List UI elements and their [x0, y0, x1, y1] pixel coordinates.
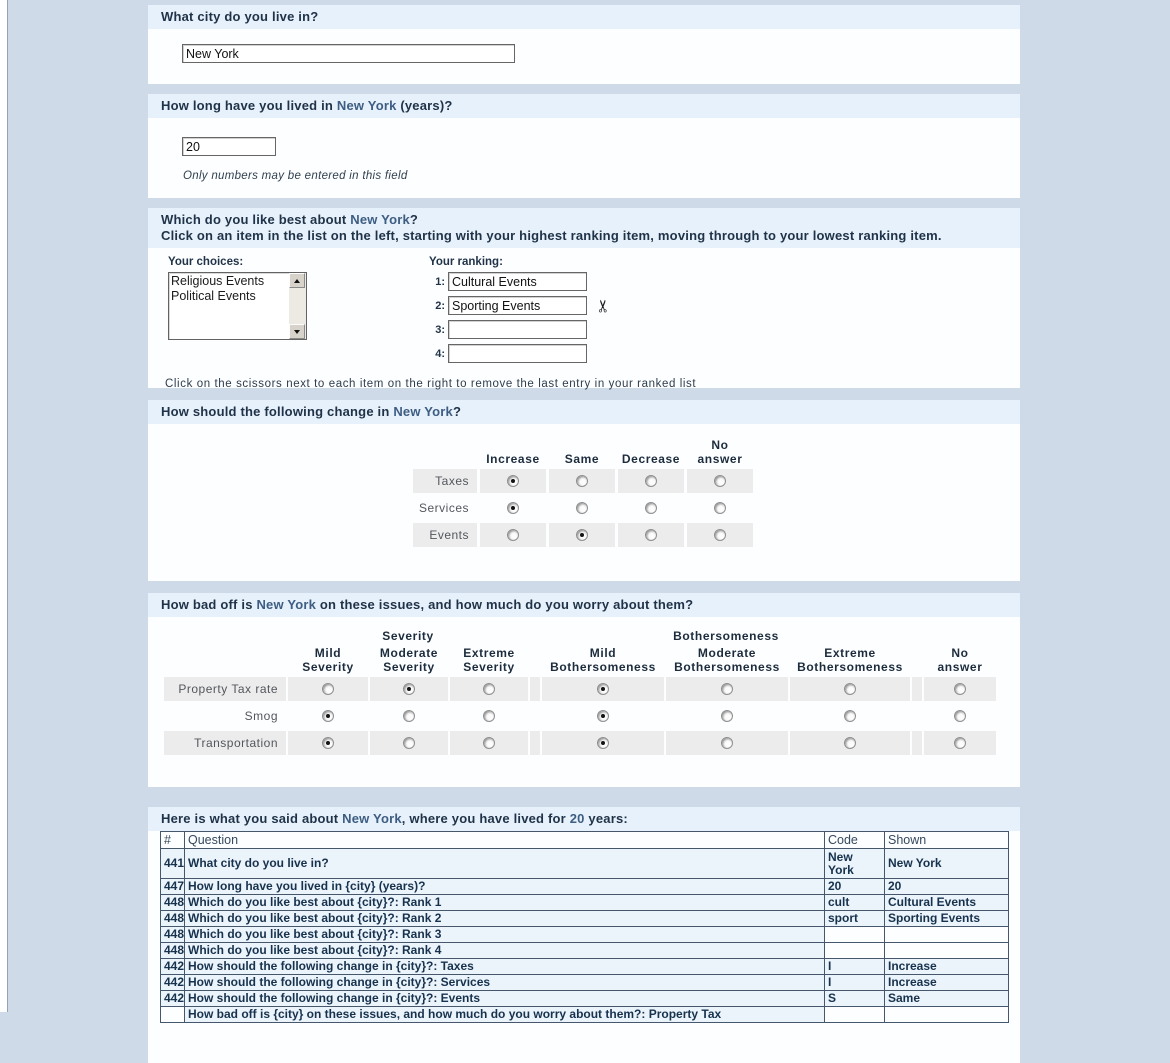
city-merge-value: New York: [393, 404, 453, 419]
scissors-icon[interactable]: ✂: [594, 298, 614, 313]
radio-taxes-decrease[interactable]: [645, 475, 657, 487]
issues-row-transportation: [164, 731, 1020, 755]
list-item[interactable]: Political Events: [171, 289, 256, 303]
change-row-services: [413, 496, 1020, 520]
change-row-events: [413, 523, 1020, 547]
row-label: Property Tax rate: [164, 677, 286, 701]
column-header: No answer: [697, 438, 743, 466]
question-issues-title: How bad off is New York on these issues, and how much do you worry about them?: [148, 593, 1020, 617]
radio-property-tax-mild-bothersomeness[interactable]: [597, 683, 609, 695]
survey-content: [148, 0, 1020, 1063]
years-input[interactable]: [182, 137, 276, 156]
rank-1-label: 1:: [435, 275, 445, 288]
question-city-title-text: What city do you live in?: [161, 9, 319, 24]
city-merge-value: New York: [350, 212, 410, 227]
radio-transportation-mild-bothersomeness[interactable]: [597, 737, 609, 749]
radio-transportation-moderate-bothersomeness[interactable]: [721, 737, 733, 749]
radio-events-decrease[interactable]: [645, 529, 657, 541]
rank-1-input[interactable]: [448, 272, 587, 291]
row-label: Events: [413, 523, 477, 547]
choices-label: Your choices:: [168, 256, 244, 268]
choices-column: [168, 256, 307, 340]
rank-4-input[interactable]: [448, 344, 587, 363]
summary-title: Here is what you said about New York, where you have lived for 20 years:: [148, 807, 1020, 831]
question-ranking: [148, 208, 1020, 388]
list-item[interactable]: Religious Events: [171, 274, 265, 288]
column-header: Mild Bothersomeness: [550, 646, 656, 674]
table-row: 442 How should the following change in {city}?: Taxes I Increase: [161, 959, 1009, 975]
rank-3-input[interactable]: [448, 320, 587, 339]
radio-property-tax-moderate-bothersomeness[interactable]: [721, 683, 733, 695]
header-code: Code: [825, 832, 885, 849]
city-merge-value: New York: [256, 597, 317, 612]
question-change: [148, 400, 1020, 581]
group-header-bothersomeness: Bothersomeness: [673, 629, 779, 643]
question-years: [148, 94, 1020, 198]
numbers-only-hint: Only numbers may be entered in this field: [183, 170, 408, 182]
question-change-body: [148, 424, 1020, 581]
column-header: Extreme Bothersomeness: [797, 646, 903, 674]
change-grid-header: [413, 438, 1020, 466]
radio-services-no-answer[interactable]: [714, 502, 726, 514]
rank-4-label: 4:: [435, 347, 445, 360]
table-row: 448 Which do you like best about {city}?: Rank 3: [161, 927, 1009, 943]
column-header: Moderate Severity: [379, 646, 439, 674]
column-header: Same: [564, 452, 600, 466]
summary-body: [148, 831, 1020, 1063]
table-row: 448 Which do you like best about {city}?: Rank 4: [161, 943, 1009, 959]
arrow-down-icon: [294, 330, 300, 334]
row-label: Transportation: [164, 731, 286, 755]
question-issues-body: [148, 617, 1020, 787]
row-label: Services: [418, 501, 469, 515]
arrow-up-icon: [294, 279, 300, 283]
radio-transportation-no-answer[interactable]: [954, 737, 966, 749]
column-header: No answer: [937, 646, 983, 674]
radio-smog-extreme-severity[interactable]: [483, 710, 495, 722]
header-question: Question: [185, 832, 825, 849]
radio-services-increase[interactable]: [507, 502, 519, 514]
column-header: Increase: [486, 452, 540, 466]
summary-table: [160, 831, 1009, 1023]
ranking-label: Your ranking:: [429, 256, 503, 268]
radio-services-same[interactable]: [576, 502, 588, 514]
radio-smog-mild-bothersomeness[interactable]: [597, 710, 609, 722]
radio-events-no-answer[interactable]: [714, 529, 726, 541]
header-shown: Shown: [885, 832, 1009, 849]
issues-row-smog: [164, 704, 1020, 728]
table-row: 447 How long have you lived in {city} (years)? 20 20: [161, 879, 1009, 895]
radio-transportation-mild-severity[interactable]: [322, 737, 334, 749]
rank-2-label: 2:: [435, 299, 445, 312]
summary-section: [148, 807, 1020, 1063]
header-num: #: [161, 832, 185, 849]
ranking-column: [429, 256, 614, 368]
table-row: 448 Which do you like best about {city}?: Rank 1 cult Cultural Events: [161, 895, 1009, 911]
question-ranking-title: Which do you like best about New York? Click on an item in the list on the left, starting with your highest ranking item, moving through to your lowest ranking item.: [148, 208, 1020, 248]
row-label: Taxes: [413, 469, 477, 493]
radio-smog-mild-severity[interactable]: [322, 710, 334, 722]
radio-transportation-extreme-bothersomeness[interactable]: [844, 737, 856, 749]
radio-events-same[interactable]: [576, 529, 588, 541]
column-header: Mild Severity: [302, 646, 354, 674]
radio-smog-no-answer[interactable]: [954, 710, 966, 722]
summary-header-row: [161, 832, 1009, 849]
issues-grid-header: [164, 646, 1020, 674]
radio-property-tax-extreme-severity[interactable]: [483, 683, 495, 695]
rank-2-input[interactable]: [448, 296, 587, 315]
radio-property-tax-extreme-bothersomeness[interactable]: [844, 683, 856, 695]
choices-listbox[interactable]: [168, 272, 307, 340]
scissors-note: Click on the scissors next to each item on the right to remove the last entry in your ranked list: [165, 378, 697, 390]
row-label: Smog: [244, 709, 278, 723]
radio-transportation-extreme-severity[interactable]: [483, 737, 495, 749]
radio-property-tax-no-answer[interactable]: [954, 683, 966, 695]
question-ranking-body: [148, 248, 1020, 388]
listbox-scrollbar[interactable]: [289, 273, 306, 339]
radio-property-tax-mild-severity[interactable]: [322, 683, 334, 695]
table-row: 442 How should the following change in {city}?: Services I Increase: [161, 975, 1009, 991]
years-merge-value: 20: [569, 811, 585, 826]
issues-row-property-tax: [164, 677, 1020, 701]
radio-property-tax-moderate-severity[interactable]: [403, 683, 415, 695]
scroll-down-button[interactable]: [289, 324, 305, 339]
radio-smog-moderate-bothersomeness[interactable]: [721, 710, 733, 722]
change-row-taxes: [413, 469, 1020, 493]
question-change-title: How should the following change in New York?: [148, 400, 1020, 424]
question-years-body: [148, 118, 1020, 198]
column-header: Decrease: [621, 452, 681, 466]
question-years-title: How long have you lived in New York (years)?: [148, 94, 1020, 118]
rank-3-label: 3:: [435, 323, 445, 336]
city-merge-value: New York: [342, 811, 402, 826]
question-city-body: [148, 29, 1020, 84]
group-header-severity: Severity: [382, 629, 434, 643]
radio-taxes-increase[interactable]: [507, 475, 519, 487]
question-issues: [148, 593, 1020, 787]
left-frame-strip: [0, 0, 8, 1012]
column-header: Extreme Severity: [463, 646, 515, 674]
table-row: 441 What city do you live in? New York New York: [161, 849, 1009, 879]
table-row: 448 Which do you like best about {city}?: Rank 2 sport Sporting Events: [161, 911, 1009, 927]
scroll-up-button[interactable]: [289, 273, 305, 288]
table-row: 442 How should the following change in {city}?: Events S Same: [161, 991, 1009, 1007]
radio-services-decrease[interactable]: [645, 502, 657, 514]
issues-group-header: [164, 629, 1020, 643]
city-input[interactable]: [182, 44, 515, 63]
city-merge-value: New York: [336, 98, 397, 113]
table-row: How bad off is {city} on these issues, and how much do you worry about them?: Property Tax: [161, 1007, 1009, 1023]
question-ranking-instructions: Click on an item in the list on the left, starting with your highest ranking item, moving through to your lowest ranking item.: [161, 228, 942, 243]
question-city-title: [148, 5, 1020, 29]
radio-smog-moderate-severity[interactable]: [403, 710, 415, 722]
radio-taxes-no-answer[interactable]: [714, 475, 726, 487]
radio-events-increase[interactable]: [507, 529, 519, 541]
radio-smog-extreme-bothersomeness[interactable]: [844, 710, 856, 722]
column-header: Moderate Bothersomeness: [674, 646, 780, 674]
question-city: [148, 5, 1020, 84]
radio-taxes-same[interactable]: [576, 475, 588, 487]
radio-transportation-moderate-severity[interactable]: [403, 737, 415, 749]
